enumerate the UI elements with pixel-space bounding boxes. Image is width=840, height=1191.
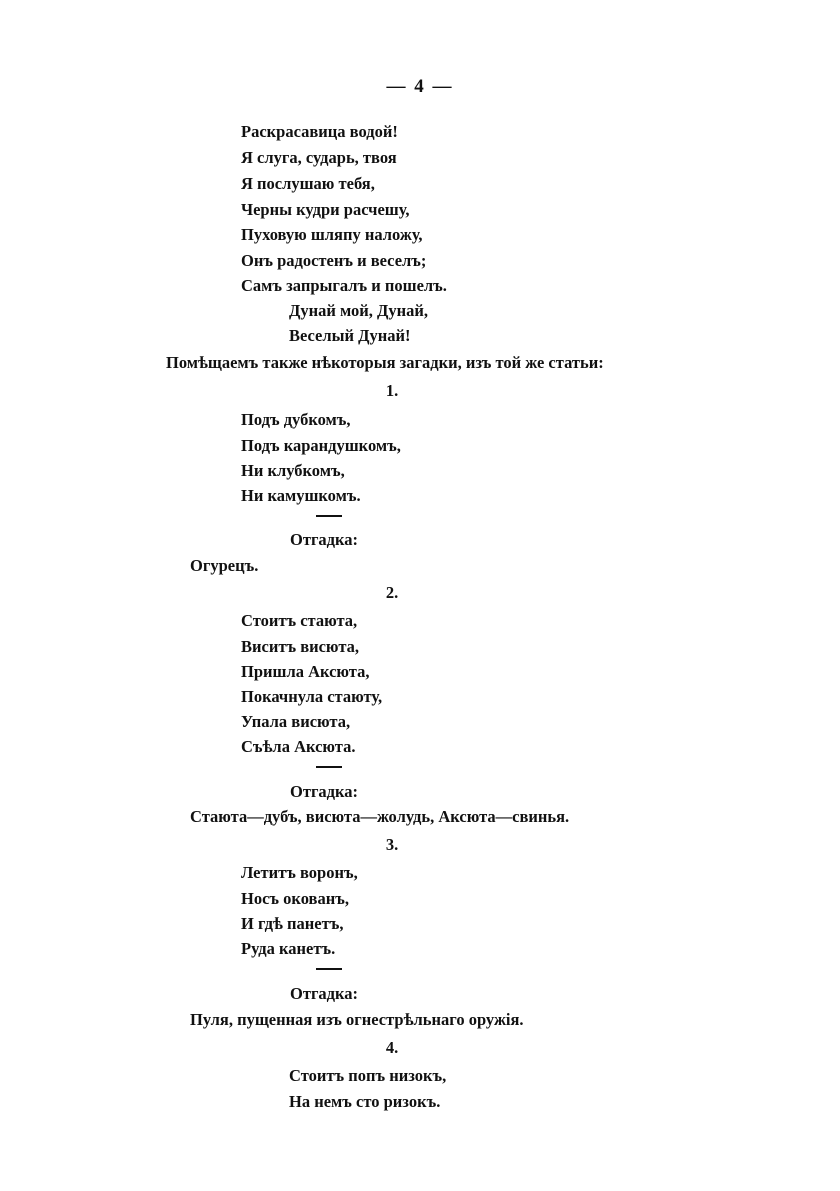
riddle-answer: Стаюта—дубъ, висюта—жолудь, Аксюта—свинья. (190, 807, 570, 826)
riddle-answer: Пуля, пущенная изъ огнестрѣльнаго оружія. (190, 1010, 524, 1029)
verse-line: Пуховую шляпу наложу, (241, 225, 423, 244)
verse-line: Онъ радостенъ и веселъ; (241, 251, 427, 270)
verse-line: Черны кудри расчешу, (241, 200, 410, 219)
riddle-number: 3. (385, 835, 399, 854)
refrain-line: Веселый Дунай! (289, 326, 411, 345)
riddle-line: Виситъ висюта, (241, 637, 360, 656)
separator-rule (316, 515, 342, 517)
riddle-line: На немъ сто ризокъ. (289, 1092, 441, 1111)
riddle-line: Упала висюта, (241, 712, 351, 731)
verse-line: Самъ запрыгалъ и пошелъ. (241, 276, 447, 295)
riddle-line: И гдѣ панетъ, (241, 914, 344, 933)
riddle-number: 2. (385, 583, 399, 602)
riddle-line: Покачнула стаюту, (241, 687, 383, 706)
riddle-number: 1. (385, 381, 399, 400)
separator-rule (316, 766, 342, 768)
answer-heading: Отгадка: (290, 782, 359, 801)
answer-heading: Отгадка: (290, 984, 359, 1003)
separator-rule (316, 968, 342, 970)
intro-paragraph: Помѣщаемъ также нѣкоторыя загадки, изъ той же статьи: (166, 353, 604, 372)
page-number: — 4 — (386, 76, 454, 97)
verse-line: Раскрасавица водой! (241, 122, 398, 141)
riddle-number: 4. (385, 1038, 399, 1057)
answer-heading: Отгадка: (290, 530, 359, 549)
riddle-line: Стоитъ стаюта, (241, 611, 358, 630)
verse-line: Я послушаю тебя, (241, 174, 375, 193)
riddle-line: Руда канетъ. (241, 939, 336, 958)
riddle-line: Летитъ воронъ, (241, 863, 358, 882)
refrain-line: Дунай мой, Дунай, (289, 301, 429, 320)
riddle-answer: Огурецъ. (190, 556, 259, 575)
riddle-line: Носъ окованъ, (241, 889, 349, 908)
verse-line: Я слуга, сударь, твоя (241, 148, 397, 167)
riddle-line: Стоитъ попъ низокъ, (289, 1066, 447, 1085)
riddle-line: Ни камушкомъ. (241, 486, 361, 505)
riddle-line: Съѣла Аксюта. (241, 737, 356, 756)
riddle-line: Ни клубкомъ, (241, 461, 345, 480)
riddle-line: Подъ карандушкомъ, (241, 436, 401, 455)
riddle-line: Пришла Аксюта, (241, 662, 370, 681)
riddle-line: Подъ дубкомъ, (241, 410, 351, 429)
